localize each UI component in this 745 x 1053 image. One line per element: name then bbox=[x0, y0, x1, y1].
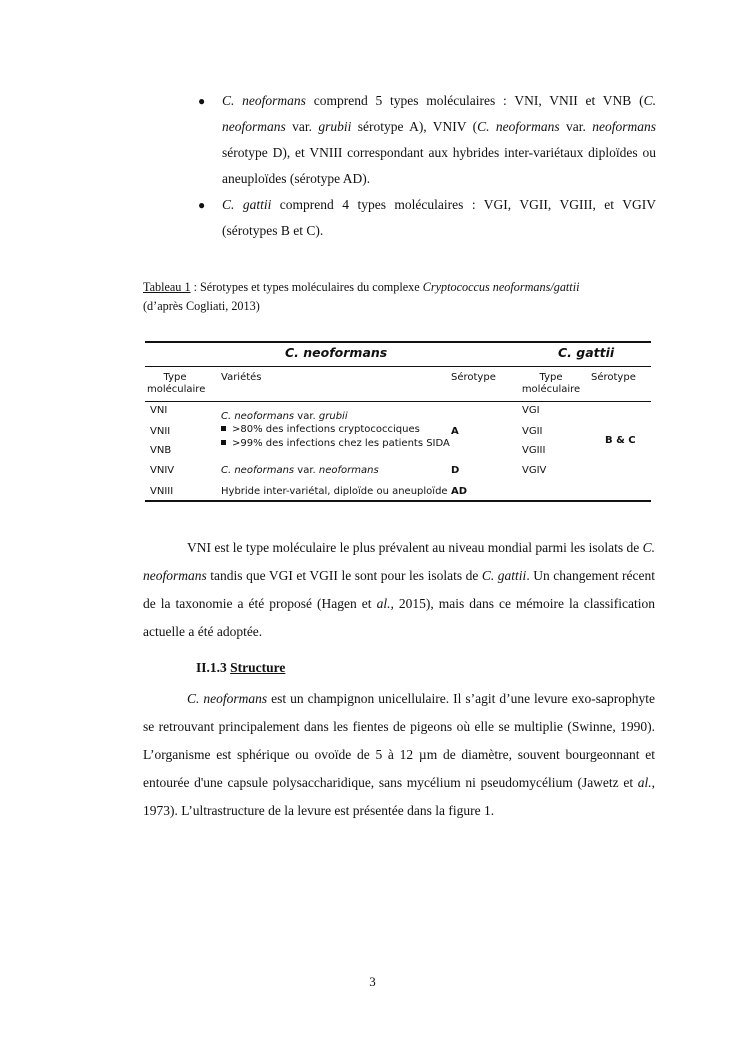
paragraph-structure bbox=[143, 685, 655, 825]
table-group-gattii: C. gattii bbox=[558, 345, 615, 360]
bullet-list bbox=[196, 88, 656, 244]
variety-bullet-1 bbox=[221, 424, 420, 436]
serotype-bc: B & C bbox=[605, 435, 636, 446]
col2-header-type-l1: Type bbox=[539, 372, 563, 383]
bullet-text bbox=[222, 93, 656, 186]
type-vgi: VGI bbox=[522, 405, 540, 416]
section-title: Structure bbox=[230, 660, 286, 675]
type-vgiv: VGIV bbox=[522, 465, 547, 476]
col2-header-type bbox=[519, 372, 583, 396]
text-run: sérotype A), VNIV ( bbox=[351, 119, 478, 134]
paragraph-prevalence-text bbox=[143, 540, 655, 639]
page-number: 3 bbox=[369, 974, 376, 989]
bullet-item-neoformans bbox=[196, 88, 656, 192]
col-header-type-l1: Type bbox=[163, 372, 187, 383]
variety-neo-var: var. bbox=[294, 465, 319, 476]
text-run: neoformans bbox=[592, 119, 656, 134]
square-bullet-icon bbox=[221, 440, 226, 445]
table-bottom-rule bbox=[145, 500, 651, 502]
text-run: 2015), mais dans ce mémoire la classification actuelle a été adoptée. bbox=[143, 596, 655, 639]
bullet-dot-icon: ● bbox=[198, 198, 206, 212]
caption-text: : Sérotypes et types moléculaires du complexe bbox=[190, 280, 423, 294]
bullet-text bbox=[222, 197, 656, 238]
text-run: grubii bbox=[318, 119, 352, 134]
caption-label: Tableau 1 bbox=[143, 280, 191, 294]
type-vniii: VNIII bbox=[150, 486, 174, 497]
variety-bullet-2 bbox=[221, 438, 450, 450]
text-run: comprend 4 types moléculaires : VGI, VGII, VGIII, et VGIV (sérotypes B et C). bbox=[222, 197, 656, 238]
text-run: . Un changement récent de la taxonomie a été proposé (Hagen et bbox=[143, 568, 655, 611]
text-run: C. neoformans bbox=[222, 93, 306, 108]
col-header-type-l2: moléculaire bbox=[147, 384, 206, 395]
text-run: C. neoformans bbox=[477, 119, 560, 134]
text-run: C. neoformans bbox=[187, 691, 268, 706]
type-vni: VNI bbox=[150, 405, 168, 416]
variety-grubii-var: var. bbox=[294, 411, 319, 422]
square-bullet-icon bbox=[221, 426, 226, 431]
variety-hybrid: Hybride inter-variétal, diploïde ou aneuploïde bbox=[221, 486, 448, 497]
text-run: C. gattii bbox=[222, 197, 272, 212]
type-vgii: VGII bbox=[522, 426, 543, 437]
col-header-type bbox=[147, 372, 206, 396]
paragraph-prevalence bbox=[143, 534, 655, 646]
paragraph-structure-text bbox=[143, 691, 655, 818]
type-vnii: VNII bbox=[150, 426, 171, 437]
serotype-d: D bbox=[451, 465, 460, 476]
text-run: var. bbox=[285, 119, 319, 134]
text-run: comprend 5 types moléculaires : VNI, VNII et VNB ( bbox=[305, 93, 644, 108]
variety-neo-species: C. neoformans bbox=[221, 465, 295, 476]
type-vgiii: VGIII bbox=[522, 445, 546, 456]
text-run: var. bbox=[559, 119, 593, 134]
bullet-item-gattii bbox=[196, 192, 656, 244]
table-group-rule bbox=[145, 366, 651, 367]
caption-source: (d’après Cogliati, 2013) bbox=[143, 299, 260, 313]
text-run: sérotype D), et VNIII correspondant aux hybrides inter-variétaux diploïdes ou aneuploïdes (sérotype AD). bbox=[222, 145, 656, 186]
table-caption bbox=[143, 278, 663, 316]
table-header-rule bbox=[145, 401, 651, 402]
table-group-neoformans: C. neoformans bbox=[285, 345, 388, 360]
col2-header-serotype: Sérotype bbox=[591, 372, 636, 383]
variety-neoformans bbox=[221, 465, 379, 477]
text-run: al., bbox=[376, 596, 394, 611]
variety-neo-name: neoformans bbox=[318, 465, 379, 476]
text-run: al. bbox=[637, 775, 652, 790]
variety-grubii-name: grubii bbox=[318, 411, 348, 422]
caption-italic: Cryptococcus neoformans/gattii bbox=[422, 280, 580, 294]
text-run: , 1973). L’ultrastructure de la levure est présentée dans la figure 1. bbox=[143, 775, 655, 818]
section-heading bbox=[196, 660, 285, 676]
serotype-a: A bbox=[451, 426, 459, 437]
type-vnb: VNB bbox=[150, 445, 172, 456]
col-header-varietes: Variétés bbox=[221, 372, 262, 383]
type-vniv: VNIV bbox=[150, 465, 175, 476]
bullet-dot-icon: ● bbox=[198, 94, 206, 108]
table-top-rule bbox=[145, 341, 651, 343]
text-run: C. neoformans bbox=[222, 93, 656, 134]
text-run: C. gattii bbox=[481, 568, 527, 583]
text-run: C. neoformans bbox=[143, 540, 655, 583]
section-number: II.1.3 bbox=[196, 660, 231, 675]
variety-bullet-1-text: >80% des infections cryptococciques bbox=[232, 424, 420, 435]
variety-grubii-species: C. neoformans bbox=[221, 411, 295, 422]
col2-header-type-l2: moléculaire bbox=[521, 384, 581, 395]
text-run: est un champignon unicellulaire. Il s’agit d’une levure exo-saprophyte se retrouvant principalement dans les fientes de pigeons où elle se multiplie (Swinne, 1990). L’organisme est sphérique ou ovoïde de 5 à 12 µm de diamètre, souvent bourgeonnant et entourée d'une capsule polysaccharidique, sans mycélium ni pseudomycélium (Jawetz et bbox=[143, 691, 655, 790]
col-header-serotype: Sérotype bbox=[451, 372, 496, 383]
serotype-ad: AD bbox=[451, 486, 468, 497]
text-run: tandis que VGI et VGII le sont pour les isolats de bbox=[206, 568, 482, 583]
variety-grubii bbox=[221, 411, 348, 423]
serotype-table bbox=[145, 341, 651, 501]
text-run: VNI est le type moléculaire le plus prévalent au niveau mondial parmi les isolats de bbox=[187, 540, 643, 555]
variety-bullet-2-text: >99% des infections chez les patients SIDA bbox=[232, 438, 450, 449]
